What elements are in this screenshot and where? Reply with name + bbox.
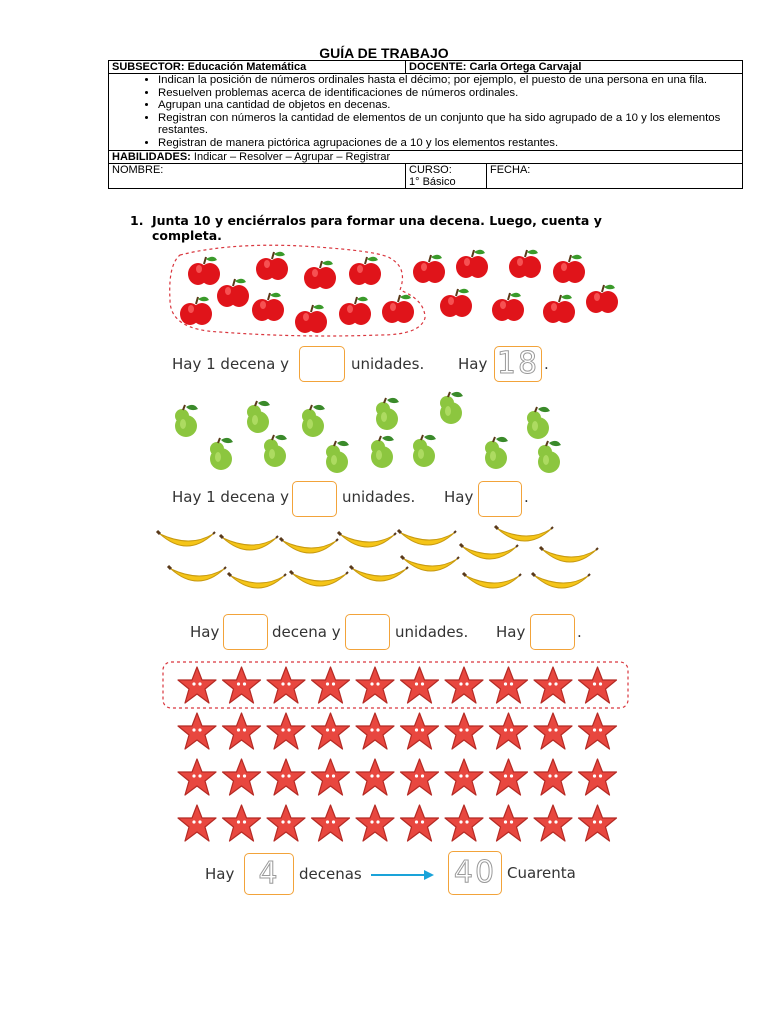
apple-icon [440, 289, 472, 317]
curso-value: 1° Básico [409, 175, 456, 188]
bananas-units-answer-box[interactable] [345, 614, 390, 650]
pears-units-answer-box[interactable] [292, 481, 337, 517]
banana-icon [401, 556, 459, 571]
starfish-icon [356, 805, 394, 841]
pear-icon [485, 437, 508, 469]
subsector-label: SUBSECTOR: [112, 61, 185, 73]
pears-total-answer-box[interactable] [478, 481, 522, 517]
pear-icon [210, 438, 233, 470]
apple-icon [180, 297, 212, 325]
banana-icon [532, 573, 590, 588]
banana-icon [460, 544, 518, 559]
starfish-icon [534, 713, 572, 749]
starfish-icon [401, 759, 439, 795]
apples-total-answer-box[interactable] [494, 346, 542, 382]
banana-icon [168, 566, 226, 581]
starfish-icon [267, 759, 305, 795]
apple-icon [382, 295, 414, 323]
stars-hay-label: Hay [205, 865, 235, 883]
apple-icon [295, 305, 327, 333]
apple-icon [217, 279, 249, 307]
apple-icon [456, 250, 488, 278]
banana-icon [540, 547, 598, 562]
apples-line-prefix: Hay 1 decena y [172, 355, 289, 373]
pear-icon [247, 401, 270, 433]
apple-icon [304, 261, 336, 289]
page-title: GUÍA DE TRABAJO [319, 45, 449, 61]
starfish-icon [178, 667, 216, 703]
apples-line-mid: unidades. [351, 355, 425, 373]
question-number: 1. [130, 213, 144, 228]
apple-icon [586, 285, 618, 313]
nombre-label: NOMBRE: [112, 163, 164, 176]
stars-decenas-value: 4 [258, 856, 280, 891]
apple-icon [252, 293, 284, 321]
banana-icon [398, 530, 456, 545]
stars-decenas-word: decenas [299, 865, 362, 883]
pear-icon [264, 435, 287, 467]
bananas-total-answer-box[interactable] [530, 614, 575, 650]
starfish-icon [401, 805, 439, 841]
subsector-value: Educación Matemática [187, 61, 307, 73]
pear-icon [302, 405, 325, 437]
banana-icon [338, 532, 396, 547]
pear-icon [175, 405, 198, 437]
banana-icon [463, 573, 521, 588]
fecha-label: FECHA: [490, 163, 531, 176]
apples-hay-label: Hay [458, 355, 488, 373]
apples-units-answer-box[interactable] [299, 346, 345, 382]
stars-number-value: 40 [453, 855, 497, 890]
apples-end: . [544, 355, 549, 373]
docente-value: Carla Ortega Carvajal [469, 61, 582, 73]
bananas-line-mid2: unidades. [395, 623, 469, 641]
apple-icon [339, 297, 371, 325]
starfish-icon [356, 667, 394, 703]
starfish-icon [534, 759, 572, 795]
objective-item: • Agrupan una cantidad de objetos en decenas. [158, 99, 739, 112]
starfish-icon [312, 759, 350, 795]
pears-end: . [524, 488, 529, 506]
pear-icon [371, 436, 394, 468]
stars-number-word: Cuarenta [507, 864, 576, 882]
starfish-icon [178, 805, 216, 841]
bananas-end: . [577, 623, 582, 641]
starfish-icon [401, 667, 439, 703]
pear-icon [527, 407, 550, 439]
starfish-icon [312, 667, 350, 703]
pears-line-prefix: Hay 1 decena y [172, 488, 289, 506]
starfish-icon [223, 667, 261, 703]
starfish-icon [579, 713, 617, 749]
banana-icon [220, 535, 278, 550]
apple-icon [492, 293, 524, 321]
banana-icon [228, 573, 286, 588]
star-grid [178, 667, 617, 841]
apples-total-value: 18 [496, 346, 540, 381]
bananas-line-mid: decena y [272, 623, 341, 641]
starfish-icon [223, 713, 261, 749]
objective-item: • Resuelven problemas acerca de identificaciones de números ordinales. [158, 87, 739, 100]
apple-icon [543, 295, 575, 323]
starfish-icon [312, 713, 350, 749]
starfish-icon [267, 805, 305, 841]
banana-icon [350, 566, 408, 581]
starfish-icon [534, 805, 572, 841]
bananas-decena-answer-box[interactable] [223, 614, 268, 650]
starfish-icon [445, 667, 483, 703]
starfish-icon [267, 667, 305, 703]
pears-hay-label: Hay [444, 488, 474, 506]
objective-item: • Registran con números la cantidad de elementos de un conjunto que ha sido agrupado de a 10 y los elementos restantes. [158, 112, 739, 137]
starfish-icon [490, 759, 528, 795]
starfish-icon [579, 759, 617, 795]
starfish-icon [178, 759, 216, 795]
arrow-head-icon [424, 870, 434, 880]
banana-icon [495, 526, 553, 541]
starfish-icon [223, 759, 261, 795]
starfish-icon [579, 667, 617, 703]
banana-icon [290, 571, 348, 586]
starfish-icon [445, 759, 483, 795]
docente-label: DOCENTE: [409, 61, 467, 73]
objective-item: • Registran de manera pictórica agrupaciones de a 10 y los elementos restantes. [158, 137, 739, 150]
pear-icon [413, 435, 436, 467]
starfish-icon [356, 713, 394, 749]
banana-icon [157, 531, 215, 546]
curso-label: CURSO: [409, 163, 452, 176]
apple-icon [509, 250, 541, 278]
pear-icon [376, 398, 399, 430]
bananas-hay2-label: Hay [496, 623, 526, 641]
starfish-icon [534, 667, 572, 703]
starfish-icon [267, 713, 305, 749]
apple-icon [553, 255, 585, 283]
starfish-icon [356, 759, 394, 795]
pears-line-mid: unidades. [342, 488, 416, 506]
starfish-icon [490, 713, 528, 749]
starfish-icon [401, 713, 439, 749]
apple-icon [256, 252, 288, 280]
apple-icon [349, 257, 381, 285]
starfish-icon [312, 805, 350, 841]
habilidades-label: HABILIDADES: [112, 150, 191, 163]
stars-decenas-answer-box[interactable] [244, 853, 294, 895]
pear-icon [538, 441, 561, 473]
habilidades-value: Indicar – Resolver – Agrupar – Registrar [193, 150, 391, 163]
pear-icon [440, 392, 463, 424]
starfish-icon [445, 713, 483, 749]
bananas-hay-label: Hay [190, 623, 220, 641]
starfish-icon [223, 805, 261, 841]
starfish-icon [445, 805, 483, 841]
stars-number-answer-box[interactable] [448, 851, 502, 895]
starfish-icon [579, 805, 617, 841]
starfish-icon [178, 713, 216, 749]
pear-icon [326, 441, 349, 473]
objective-item: • Indican la posición de números ordinales hasta el décimo; por ejemplo, el puesto de una persona en una fila. [158, 74, 739, 87]
starfish-icon [490, 805, 528, 841]
starfish-icon [490, 667, 528, 703]
apple-icon [188, 257, 220, 285]
apple-icon [413, 255, 445, 283]
banana-icon [280, 538, 338, 553]
question-text: Junta 10 y enciérralos para formar una decena. Luego, cuenta y completa. [152, 213, 602, 243]
